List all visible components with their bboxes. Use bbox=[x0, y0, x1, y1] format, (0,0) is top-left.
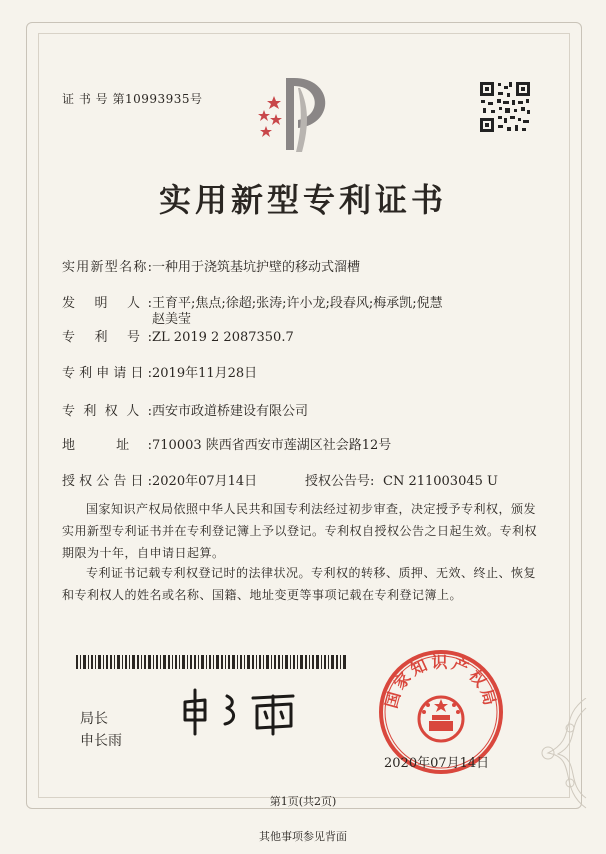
page-indicator: 第1页(共2页) bbox=[269, 795, 337, 808]
grant-date-value: 2020年07月14日 bbox=[152, 474, 258, 489]
inventor-row bbox=[62, 292, 443, 311]
utility-name-value: 一种用于浇筑基坑护壁的移动式溜槽 bbox=[152, 260, 361, 275]
patentee-label: 专利权人: bbox=[62, 404, 152, 419]
cnipa-logo-icon bbox=[250, 68, 342, 160]
patent-no-value: ZL 2019 2 2087350.7 bbox=[152, 330, 294, 345]
seal-text: 国家知识产权局 bbox=[381, 652, 501, 711]
utility-name-row bbox=[62, 256, 360, 275]
certificate-number: 证 书 号 第10993935号 bbox=[62, 92, 203, 106]
paragraph-records: 专利证书记载专利权登记时的法律状况。专利权的转移、质押、无效、终止、恢复和专利权人的姓名或名称、国籍、地址变更等事项记载在专利登记簿上。 bbox=[62, 566, 537, 602]
inventor-label: 发 明 人: bbox=[62, 296, 152, 311]
national-emblem-icon bbox=[419, 697, 463, 741]
grant-date-row bbox=[62, 470, 257, 489]
footer-note: 其他事项参见背面 bbox=[259, 830, 347, 843]
filing-date-value: 2019年11月28日 bbox=[152, 366, 258, 381]
patent-no-row bbox=[62, 326, 294, 345]
address-row bbox=[62, 434, 391, 453]
patent-no-label: 专 利 号: bbox=[62, 330, 152, 345]
certificate-title: 实用新型专利证书 bbox=[158, 181, 447, 219]
grant-no-value: CN 211003045 U bbox=[383, 474, 498, 489]
filing-date-row bbox=[62, 362, 257, 381]
patentee-row bbox=[62, 400, 308, 419]
grant-no-row bbox=[305, 470, 498, 489]
director-title: 局长 bbox=[80, 711, 108, 727]
director-name: 申长雨 bbox=[80, 733, 122, 749]
grant-no-label: 授权公告号: bbox=[305, 474, 375, 489]
seal-date: 2020年07月14日 bbox=[384, 756, 490, 771]
inventors-line1: 王育平;焦点;徐超;张涛;许小龙;段春风;梅承凯;倪慧 bbox=[152, 296, 443, 311]
utility-name-label: 实用新型名称: bbox=[62, 260, 152, 275]
paragraph-grant: 国家知识产权局依照中华人民共和国专利法经过初步审查，决定授予专利权，颁发实用新型专利证书并在专利登记簿上予以登记。专利权自授权公告之日起生效。专利权期限为十年，自申请日起算。 bbox=[62, 502, 538, 560]
qr-code bbox=[478, 80, 532, 134]
address-value: 710003 陕西省西安市莲湖区社会路12号 bbox=[152, 438, 392, 453]
barcode bbox=[76, 655, 346, 669]
grant-date-label: 授权公告日: bbox=[62, 474, 152, 489]
director-signature bbox=[175, 682, 315, 737]
address-label: 地 址: bbox=[62, 438, 152, 453]
filing-date-label: 专利申请日: bbox=[62, 366, 152, 381]
inventors-line2: 赵美莹 bbox=[152, 312, 192, 327]
patentee-value: 西安市政道桥建设有限公司 bbox=[152, 404, 309, 419]
